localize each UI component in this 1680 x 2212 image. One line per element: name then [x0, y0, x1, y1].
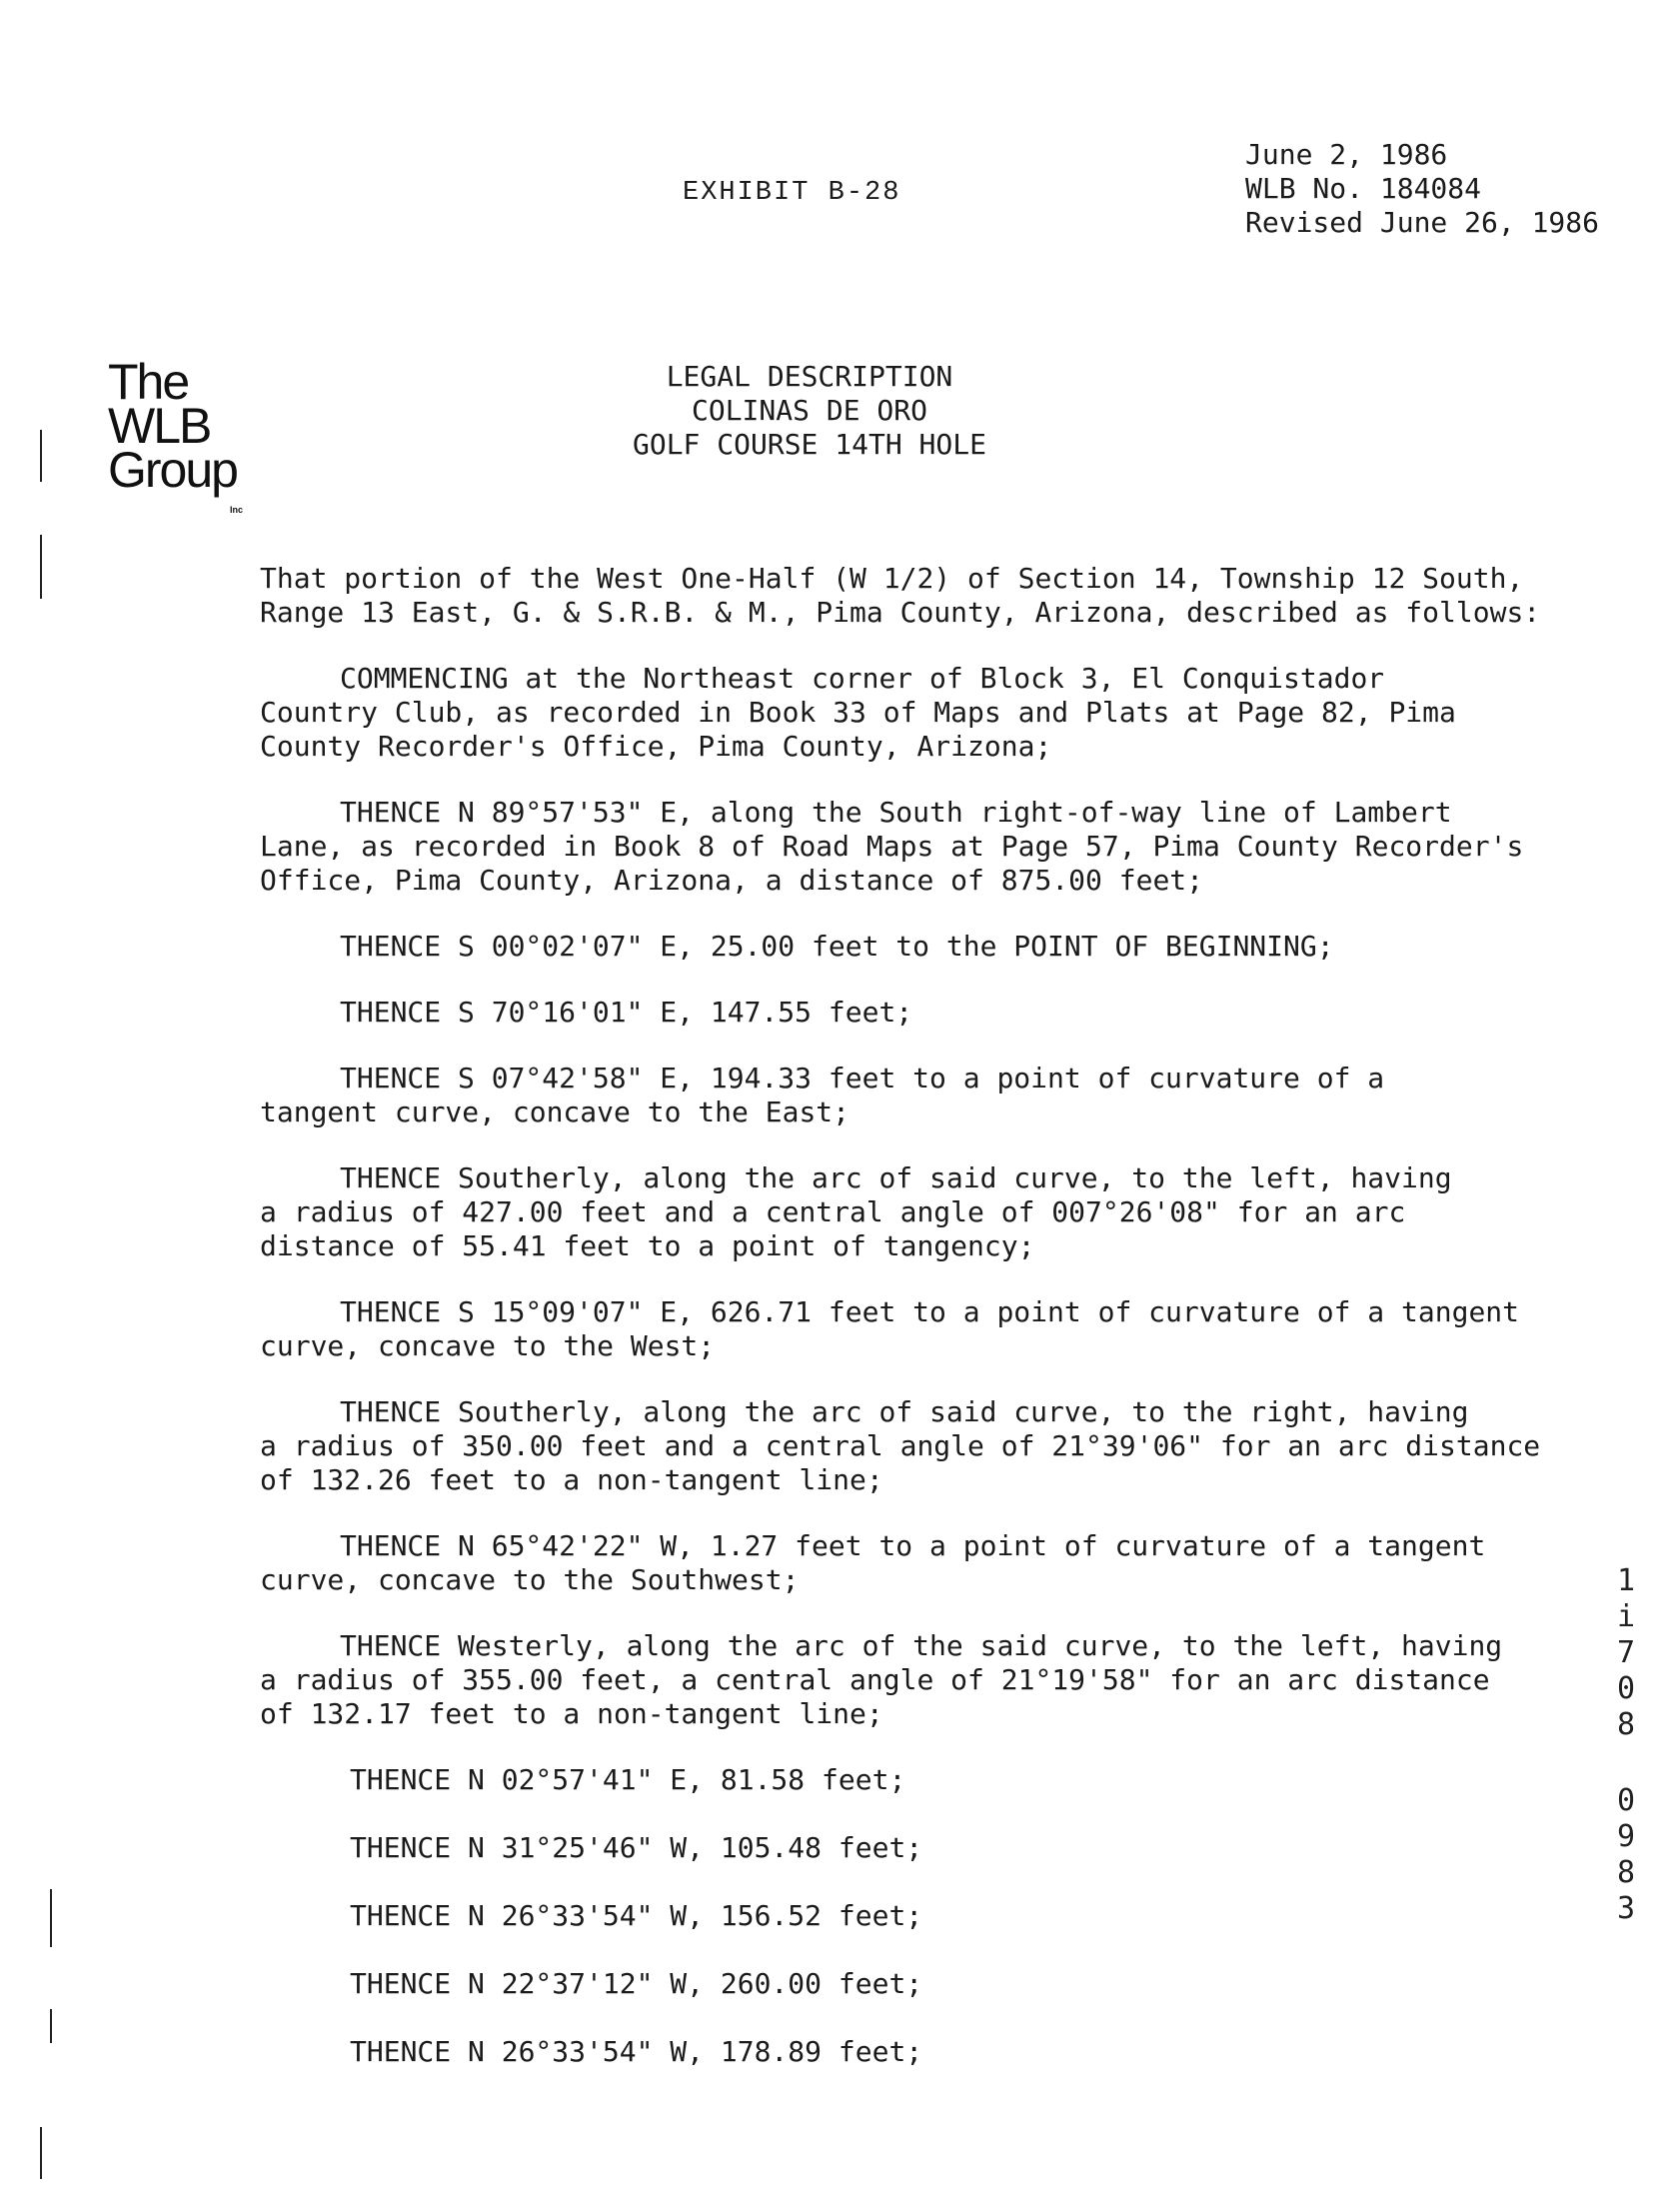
side-digit: 9	[1616, 1819, 1636, 1854]
document-title	[560, 360, 1059, 462]
wlb-group-logo	[108, 354, 268, 515]
scan-mark	[40, 2127, 42, 2179]
paragraph-course: THENCE Southerly, along the arc of said curve, to the left, having a radius of 427.00 feet and a central angle of 007°26'08" for an arc distance of 55.41 feet to a point of tangency;	[260, 1161, 1452, 1262]
scan-mark	[40, 430, 42, 482]
document-date: June 2, 1986	[1245, 138, 1448, 171]
paragraph-commencing: COMMENCING at the Northeast corner of Block 3, El Conquistador Country Club, as recorded in Book 33 of Maps and Plats at Page 82, Pima County Recorder's Office, Pima County, Arizona;	[260, 662, 1456, 763]
paragraph-course: THENCE S 70°16'01" E, 147.55 feet;	[340, 996, 913, 1029]
paragraph-course: THENCE S 15°09'07" E, 626.71 feet to a point of curvature of a tangent curve, concave to the West;	[260, 1295, 1520, 1362]
wlb-number: WLB No. 184084	[1245, 172, 1482, 205]
exhibit-label: EXHIBIT B-28	[683, 178, 901, 208]
scan-mark	[50, 2009, 52, 2043]
side-digit: 1	[1616, 1563, 1636, 1598]
paragraph-course: THENCE S 07°42'58" E, 194.33 feet to a point of curvature of a tangent curve, concave to the East;	[260, 1062, 1385, 1128]
revised-date: Revised June 26, 1986	[1245, 206, 1600, 239]
paragraph-course: THENCE Southerly, along the arc of said curve, to the right, having a radius of 350.00 feet and a central angle of 21°39'06" for an arc distance of 132.26 feet to a non-tangent line;	[260, 1395, 1541, 1496]
paragraph-course: THENCE N 65°42'22" W, 1.27 feet to a point of curvature of a tangent curve, concave to the Southwest;	[260, 1529, 1486, 1596]
side-digit: 8	[1616, 1855, 1636, 1890]
side-digit: 8	[1616, 1707, 1636, 1742]
side-digit: i	[1616, 1599, 1636, 1634]
side-digit: 0	[1616, 1783, 1636, 1818]
title-line-3: GOLF COURSE 14TH HOLE	[632, 428, 986, 461]
side-digit: 7	[1616, 1635, 1636, 1670]
paragraph-intro: That portion of the West One-Half (W 1/2) of Section 14, Township 12 South, Range 13 East, G. & S.R.B. & M., Pima County, Arizona, described as follows:	[260, 562, 1541, 629]
header-block	[1245, 138, 1599, 240]
title-line-2: COLINAS DE ORO	[691, 394, 927, 427]
side-digit: 0	[1616, 1671, 1636, 1706]
course-line: THENCE N 26°33'54" W, 156.52 feet;	[350, 1899, 923, 1932]
course-line: THENCE N 02°57'41" E, 81.58 feet;	[350, 1763, 906, 1796]
scan-mark	[40, 535, 42, 599]
legal-description-body	[260, 562, 1579, 2103]
paragraph-course: THENCE Westerly, along the arc of the said curve, to the left, having a radius of 355.00 feet, a central angle of 21°19'58" for an arc distance of 132.17 feet to a non-tangent line;	[260, 1629, 1503, 1730]
logo-line-3: Group	[108, 442, 237, 498]
side-document-number	[1611, 1563, 1641, 1927]
paragraph-course: THENCE N 89°57'53" E, along the South right-of-way line of Lambert Lane, as recorded in Book 8 of Road Maps at Page 57, Pima County Recorder's Office, Pima County, Arizona, a distance of 875.00 feet;	[260, 796, 1524, 897]
course-line: THENCE N 31°25'46" W, 105.48 feet;	[350, 1831, 923, 1864]
side-number-gap	[1611, 1743, 1641, 1783]
title-line-1: LEGAL DESCRIPTION	[666, 360, 953, 393]
logo-suffix: Inc	[230, 505, 244, 515]
course-line: THENCE N 26°33'54" W, 178.89 feet;	[350, 2035, 923, 2068]
side-digit: 3	[1616, 1891, 1636, 1926]
scan-mark	[50, 1889, 52, 1947]
course-line: THENCE N 22°37'12" W, 260.00 feet;	[350, 1967, 923, 2000]
paragraph-course: THENCE S 00°02'07" E, 25.00 feet to the POINT OF BEGINNING;	[340, 930, 1334, 963]
logo-line-1: The	[108, 354, 189, 410]
logo-line-2: WLB	[108, 398, 211, 454]
